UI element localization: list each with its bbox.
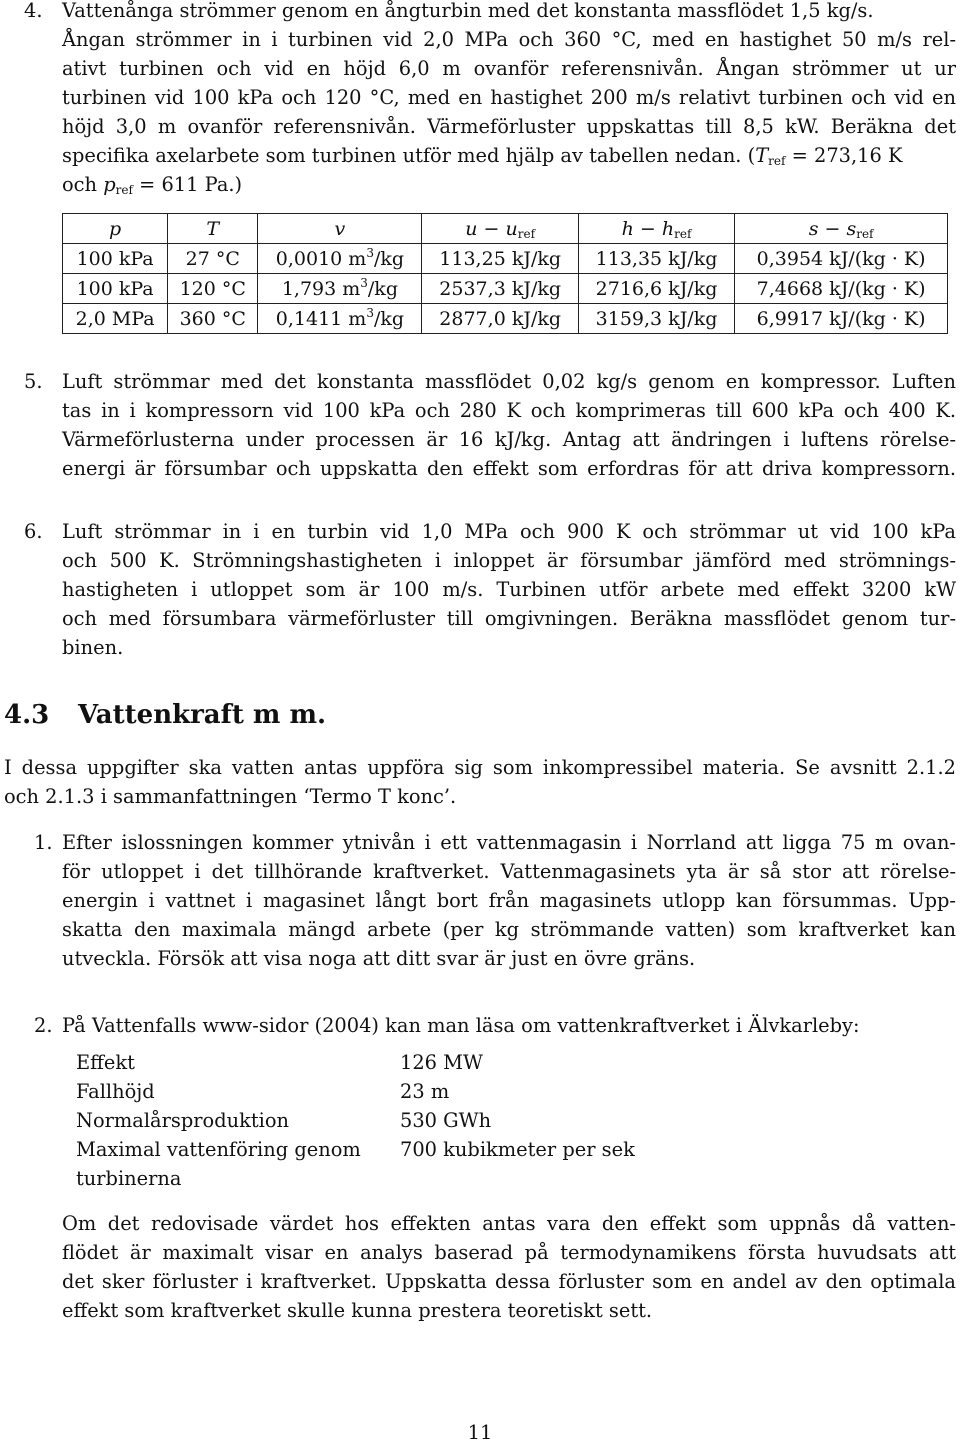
fact-label: Effekt (76, 1051, 135, 1074)
table-cell: 0,0010 $m^3/kg$ (258, 244, 422, 274)
table-cell: 0,3954 kJ/(kg · K) (735, 244, 948, 274)
text-line: turbinen vid 100 kPa och 120 °C, med en hastighet 200 m/s relativt turbinen och vid en (62, 86, 956, 109)
problem-number: 2. (34, 1014, 53, 1037)
column-header: $h - h_{ref}$ (578, 214, 734, 244)
list-item (76, 1077, 676, 1106)
steam-property-table (62, 213, 948, 334)
fact-label: Fallhöjd (76, 1080, 155, 1103)
column-header: $u - u_{ref}$ (422, 214, 578, 244)
text-line: skatta den maximala mängd arbete (per kg strömmande vatten) som kraftverket kan (62, 918, 956, 941)
text-line: energin i vattnet i magasinet långt bort från magasinets utlopp kan försummas. Upp- (62, 889, 956, 912)
list-item (76, 1135, 676, 1193)
text-line: och med försumbara värmeförluster till omgivningen. Beräkna massflödet genom tur- (62, 607, 956, 630)
table-cell: 7,4668 kJ/(kg · K) (735, 274, 948, 304)
text-line: hastigheten i utloppet som är 100 m/s. Turbinen utför arbete med effekt 3200 kW (62, 578, 956, 601)
table-header-row (63, 214, 948, 244)
table-cell: 2537,3 kJ/kg (422, 274, 578, 304)
text-line: det sker förluster i kraftverket. Uppskatta dessa förluster som en andel av den optimala (62, 1270, 956, 1293)
text-line: Ångan strömmer in i turbinen vid 2,0 MPa och 360 °C, med en hastighet 50 m/s rel- (62, 28, 956, 51)
column-header: p (63, 214, 168, 244)
table-cell: 2716,6 kJ/kg (578, 274, 734, 304)
text-line: och $p_{ref} = 611$ Pa.) (62, 173, 243, 197)
column-header: v (258, 214, 422, 244)
list-item (76, 1106, 676, 1135)
table-cell: 120 °C (168, 274, 258, 304)
problem-number: 5. (24, 370, 43, 393)
table-cell: 2,0 MPa (63, 304, 168, 334)
problem-1 (34, 828, 956, 973)
fact-value: 126 MW (400, 1051, 483, 1074)
table-cell: 360 °C (168, 304, 258, 334)
text-line: energi är försumbar och uppskatta den effekt som erfordras för att driva kompressorn. (62, 457, 956, 480)
text-line: höjd 3,0 m ovanför referensnivån. Värmeförluster uppskattas till 8,5 kW. Beräkna det (62, 115, 956, 138)
fact-value: 700 kubikmeter per sek (400, 1138, 635, 1161)
text-line: ativt turbinen och vid en höjd 6,0 m ovanför referensnivån. Ångan strömmer ut ur (62, 57, 956, 80)
problem-2 (34, 1011, 956, 1040)
text-line: effekt som kraftverket skulle kunna prestera teoretiskt sett. (62, 1299, 653, 1322)
table-row (63, 244, 948, 274)
text-line: Vattenånga strömmer genom en ångturbin med det konstanta massflödet 1,5 kg/s. (62, 0, 874, 22)
fact-label: Normalårsproduktion (76, 1109, 290, 1132)
problem-number: 4. (24, 0, 43, 22)
text-line: och 500 K. Strömningshastigheten i inloppet är försumbar jämförd med strömnings- (62, 549, 956, 572)
plant-facts-list (76, 1048, 676, 1193)
table-cell: 2877,0 kJ/kg (422, 304, 578, 334)
fact-value: 530 GWh (400, 1109, 492, 1132)
table-row (63, 304, 948, 334)
text-line: specifika axelarbete som turbinen utför med hjälp av tabellen nedan. ($T_{ref} = 273,16$ K (62, 144, 903, 168)
problem-number: 6. (24, 520, 43, 543)
section-number: 4.3 (4, 700, 50, 730)
text-line: flödet är maximalt visar en analys baserad på termodynamikens första huvudsats att (62, 1241, 956, 1264)
text-line: binen. (62, 636, 124, 659)
column-header: T (168, 214, 258, 244)
section-intro (4, 753, 956, 811)
text-line: och 2.1.3 i sammanfattningen ‘Termo T konc’. (4, 785, 457, 808)
section-title: Vattenkraft m m. (78, 700, 327, 730)
text-line: för utloppet i det tillhörande kraftverket. Vattenmagasinets yta är så stor att rörelse- (62, 860, 956, 883)
text-line: utveckla. Försök att visa noga att ditt svar är just en övre gräns. (62, 947, 696, 970)
table-cell: 27 °C (168, 244, 258, 274)
text-line: På Vattenfalls www-sidor (2004) kan man läsa om vattenkraftverket i Älvkarleby: (62, 1014, 860, 1037)
problem-5 (24, 367, 956, 483)
table-cell: 3159,3 kJ/kg (578, 304, 734, 334)
table-cell: 6,9917 kJ/(kg · K) (735, 304, 948, 334)
text-line: Värmeförlusterna under processen är 16 kJ/kg. Antag att ändringen i luftens rörelse- (62, 428, 956, 451)
fact-label: Maximal vattenföring genom turbinerna (76, 1138, 361, 1190)
column-header: $s - s_{ref}$ (735, 214, 948, 244)
text-line: I dessa uppgifter ska vatten antas uppföra sig som inkompressibel materia. Se avsnitt 2.1.2 (4, 756, 956, 779)
list-item (76, 1048, 676, 1077)
problem-4 (24, 0, 956, 199)
table-cell: 113,25 kJ/kg (422, 244, 578, 274)
table-cell: 1,793 $m^3/kg$ (258, 274, 422, 304)
problem-2-body (62, 1209, 956, 1325)
table-cell: 0,1411 $m^3/kg$ (258, 304, 422, 334)
text-line: tas in i kompressorn vid 100 kPa och 280 K och komprimeras till 600 kPa och 400 K. (62, 399, 956, 422)
problem-6 (24, 517, 956, 662)
fact-value: 23 m (400, 1080, 450, 1103)
section-heading (4, 700, 326, 730)
table-row (63, 274, 948, 304)
page-number: 11 (467, 1421, 493, 1444)
table-cell: 100 kPa (63, 244, 168, 274)
text-line: Luft strömmar med det konstanta massflödet 0,02 kg/s genom en kompressor. Luften (62, 370, 956, 393)
problem-number: 1. (34, 831, 53, 854)
table-cell: 113,35 kJ/kg (578, 244, 734, 274)
text-line: Om det redovisade värdet hos effekten antas vara den effekt som uppnås då vatten- (62, 1212, 956, 1235)
text-line: Efter islossningen kommer ytnivån i ett vattenmagasin i Norrland att ligga 75 m ovan- (62, 831, 956, 854)
text-line: Luft strömmar in i en turbin vid 1,0 MPa och 900 K och strömmar ut vid 100 kPa (62, 520, 956, 543)
table-cell: 100 kPa (63, 274, 168, 304)
